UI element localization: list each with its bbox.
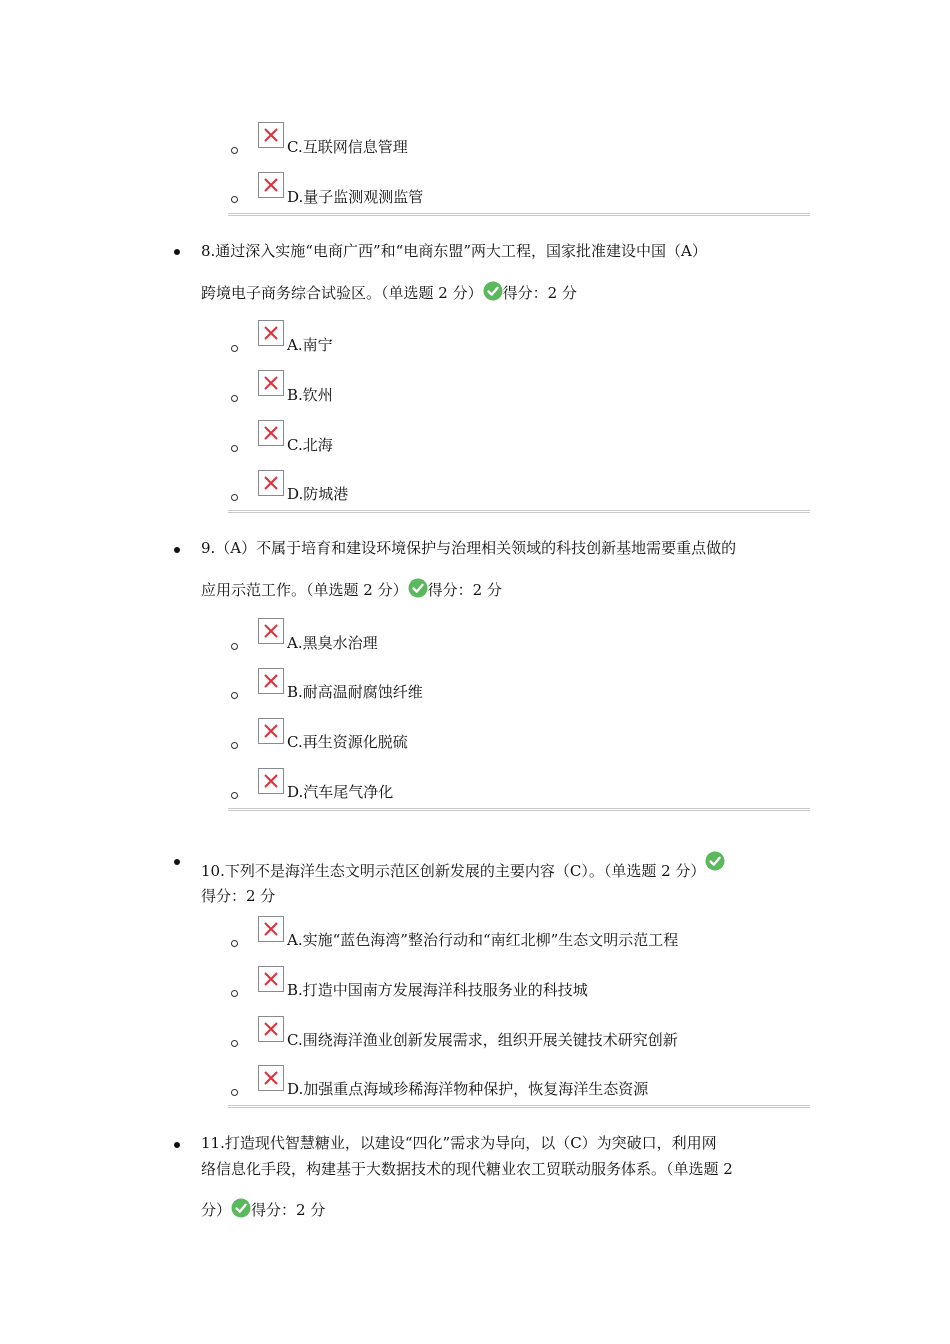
question-text-line2: 络信息化手段，构建基于大数据技术的现代糖业农工贸联动服务体系。（单选题 2 <box>201 1160 733 1178</box>
option-label: D.加强重点海域珍稀海洋物种保护，恢复海洋生态资源 <box>287 1080 649 1098</box>
option-label: B.耐高温耐腐蚀纤维 <box>287 683 423 701</box>
x-mark-icon <box>258 966 284 992</box>
x-mark-icon <box>258 618 284 644</box>
x-mark-icon <box>258 370 284 396</box>
x-mark-icon <box>258 172 284 198</box>
score-text: 得分：2 分 <box>251 1201 326 1219</box>
option-bullet <box>231 742 238 749</box>
question-bullet <box>174 249 180 255</box>
option-label: D.汽车尾气净化 <box>287 783 394 801</box>
option-label: A.黑臭水治理 <box>287 634 378 652</box>
option-label: C.互联网信息管理 <box>287 138 408 156</box>
question-bullet <box>174 1142 180 1148</box>
option-bullet <box>231 792 238 799</box>
question-divider <box>228 808 810 811</box>
option-bullet <box>231 692 238 699</box>
x-mark-icon <box>258 122 284 148</box>
question-type: 分） <box>201 1201 232 1219</box>
question-type: 应用示范工作。（单选题 2 分） <box>201 581 408 599</box>
question-bullet <box>174 547 180 553</box>
option-label: D.防城港 <box>287 485 349 503</box>
x-mark-icon <box>258 320 284 346</box>
green-check-icon <box>231 1198 251 1218</box>
option-bullet <box>231 990 238 997</box>
question-stem: 10.下列不是海洋生态文明示范区创新发展的主要内容（C）。（单选题 2 分） <box>201 862 706 880</box>
option-label: A.实施“蓝色海湾”整治行动和“南红北柳”生态文明示范工程 <box>287 931 679 949</box>
green-check-icon <box>483 281 503 301</box>
x-mark-icon <box>258 1065 284 1091</box>
question-divider <box>228 213 810 216</box>
option-bullet <box>231 494 238 501</box>
question-text: 11.打造现代智慧糖业，以建设“四化”需求为导向，以（C）为突破口，利用网 <box>201 1134 717 1152</box>
score-text: 得分：2 分 <box>502 284 577 302</box>
question-bullet <box>174 859 180 865</box>
x-mark-icon <box>258 1016 284 1042</box>
option-bullet <box>231 345 238 352</box>
question-text-line2 <box>201 578 502 600</box>
green-check-icon <box>705 851 725 871</box>
question-type: 跨境电子商务综合试验区。（单选题 2 分） <box>201 284 483 302</box>
option-bullet <box>231 1089 238 1096</box>
question-divider <box>228 1105 810 1108</box>
x-mark-icon <box>258 916 284 942</box>
option-bullet <box>231 395 238 402</box>
question-text: 8.通过深入实施“电商广西”和“电商东盟”两大工程，国家批准建设中国（A） <box>201 242 707 260</box>
option-bullet <box>231 147 238 154</box>
option-label: B.钦州 <box>287 386 333 404</box>
option-bullet <box>231 940 238 947</box>
option-label: C.再生资源化脱硫 <box>287 733 408 751</box>
green-check-icon <box>408 578 428 598</box>
option-label: D.量子监测观测监管 <box>287 188 424 206</box>
question-text: 9.（A）不属于培育和建设环境保护与治理相关领域的科技创新基地需要重点做的 <box>201 539 737 557</box>
option-label: C.北海 <box>287 436 333 454</box>
question-text-line3 <box>201 1198 325 1220</box>
option-bullet <box>231 1040 238 1047</box>
x-mark-icon <box>258 668 284 694</box>
score-text: 得分：2 分 <box>427 581 502 599</box>
question-divider <box>228 510 810 513</box>
score-text: 得分：2 分 <box>201 887 276 905</box>
x-mark-icon <box>258 470 284 496</box>
x-mark-icon <box>258 718 284 744</box>
option-label: A.南宁 <box>287 336 333 354</box>
x-mark-icon <box>258 768 284 794</box>
question-text-line2 <box>201 281 577 303</box>
option-label: C.围绕海洋渔业创新发展需求，组织开展关键技术研究创新 <box>287 1031 678 1049</box>
question-text <box>201 851 725 881</box>
option-bullet <box>231 445 238 452</box>
option-label: B.打造中国南方发展海洋科技服务业的科技城 <box>287 981 588 999</box>
option-bullet <box>231 196 238 203</box>
option-bullet <box>231 643 238 650</box>
x-mark-icon <box>258 420 284 446</box>
